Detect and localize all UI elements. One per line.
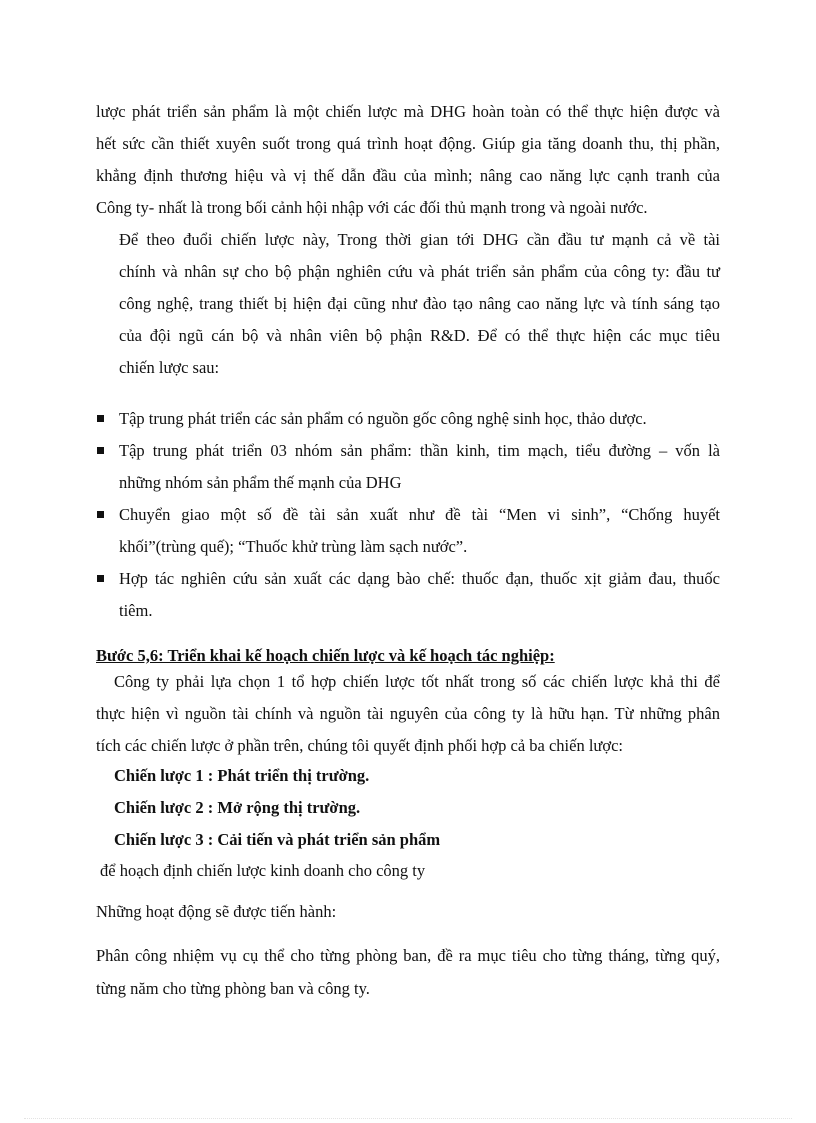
- strategy-item: Chiến lược 2 : Mở rộng thị trường.: [114, 798, 361, 817]
- text-line: chính và nhân sự cho bộ phận nghiên cứu và phát triển sản phẩm của công ty: đầu tư: [119, 262, 720, 281]
- text-line: Phân công nhiệm vụ cụ thể cho từng phòng ban, đề ra mục tiêu cho từng tháng, từng quý,: [96, 946, 720, 965]
- bullet-text: những nhóm sản phẩm thế mạnh của DHG: [119, 473, 402, 492]
- text-line: khẳng định thương hiệu và vị thế dẫn đầu của mình; nâng cao năng lực cạnh tranh của: [96, 166, 720, 185]
- square-bullet-icon: [97, 447, 104, 454]
- bullet-text: Tập trung phát triển 03 nhóm sản phẩm: thần kinh, tim mạch, tiểu đường – vốn là: [119, 441, 720, 460]
- bullet-text: Chuyển giao một số đề tài sản xuất như đề tài “Men vi sinh”, “Chống huyết: [119, 505, 720, 524]
- section-heading: Bước 5,6: Triển khai kế hoạch chiến lược và kế hoạch tác nghiệp:: [96, 646, 555, 665]
- text-line: hết sức cần thiết xuyên suốt trong quá trình hoạt động. Giúp gia tăng doanh thu, thị phần,: [96, 134, 720, 153]
- text-line: của đội ngũ cán bộ và nhân viên bộ phận R&D. Để có thể thực hiện các mục tiêu: [119, 326, 720, 345]
- text-line: công nghệ, trang thiết bị hiện đại cũng như đào tạo nâng cao năng lực và tính sáng tạo: [119, 294, 720, 313]
- text-line: lược phát triển sản phẩm là một chiến lược mà DHG hoàn toàn có thể thực hiện được và: [96, 102, 720, 121]
- text-line: Công ty phải lựa chọn 1 tổ hợp chiến lược tốt nhất trong số các chiến lược khả thi để: [114, 672, 720, 691]
- bullet-text: khối”(trùng quế); “Thuốc khử trùng làm sạch nước”.: [119, 537, 468, 556]
- text-line: Để theo đuổi chiến lược này, Trong thời gian tới DHG cần đầu tư mạnh cả về tài: [119, 230, 720, 249]
- square-bullet-icon: [97, 415, 104, 422]
- text-line: từng năm cho từng phòng ban và công ty.: [96, 979, 370, 998]
- text-line: Công ty- nhất là trong bối cảnh hội nhập với các đối thủ mạnh trong và ngoài nước.: [96, 198, 648, 217]
- text-line: thực hiện vì nguồn tài chính và nguồn tài nguyên của công ty là hữu hạn. Từ những phân: [96, 704, 720, 723]
- strategy-item: Chiến lược 3 : Cải tiến và phát triển sản phẩm: [114, 830, 441, 849]
- strategy-purpose: để hoạch định chiến lược kinh doanh cho công ty: [100, 861, 426, 880]
- text-line: chiến lược sau:: [119, 358, 220, 377]
- bullet-text: tiêm.: [119, 601, 153, 620]
- bullet-text: Tập trung phát triển các sản phẩm có nguồn gốc công nghệ sinh học, thảo dược.: [119, 409, 647, 428]
- page-bottom-divider: [24, 1118, 792, 1119]
- bullet-text: Hợp tác nghiên cứu sản xuất các dạng bào chế: thuốc đạn, thuốc xịt giảm đau, thuốc: [119, 569, 720, 588]
- activities-intro: Những hoạt động sẽ được tiến hành:: [96, 902, 337, 921]
- text-line: tích các chiến lược ở phần trên, chúng tôi quyết định phối hợp cả ba chiến lược:: [96, 736, 624, 755]
- square-bullet-icon: [97, 511, 104, 518]
- strategy-item: Chiến lược 1 : Phát triển thị trường.: [114, 766, 370, 785]
- square-bullet-icon: [97, 575, 104, 582]
